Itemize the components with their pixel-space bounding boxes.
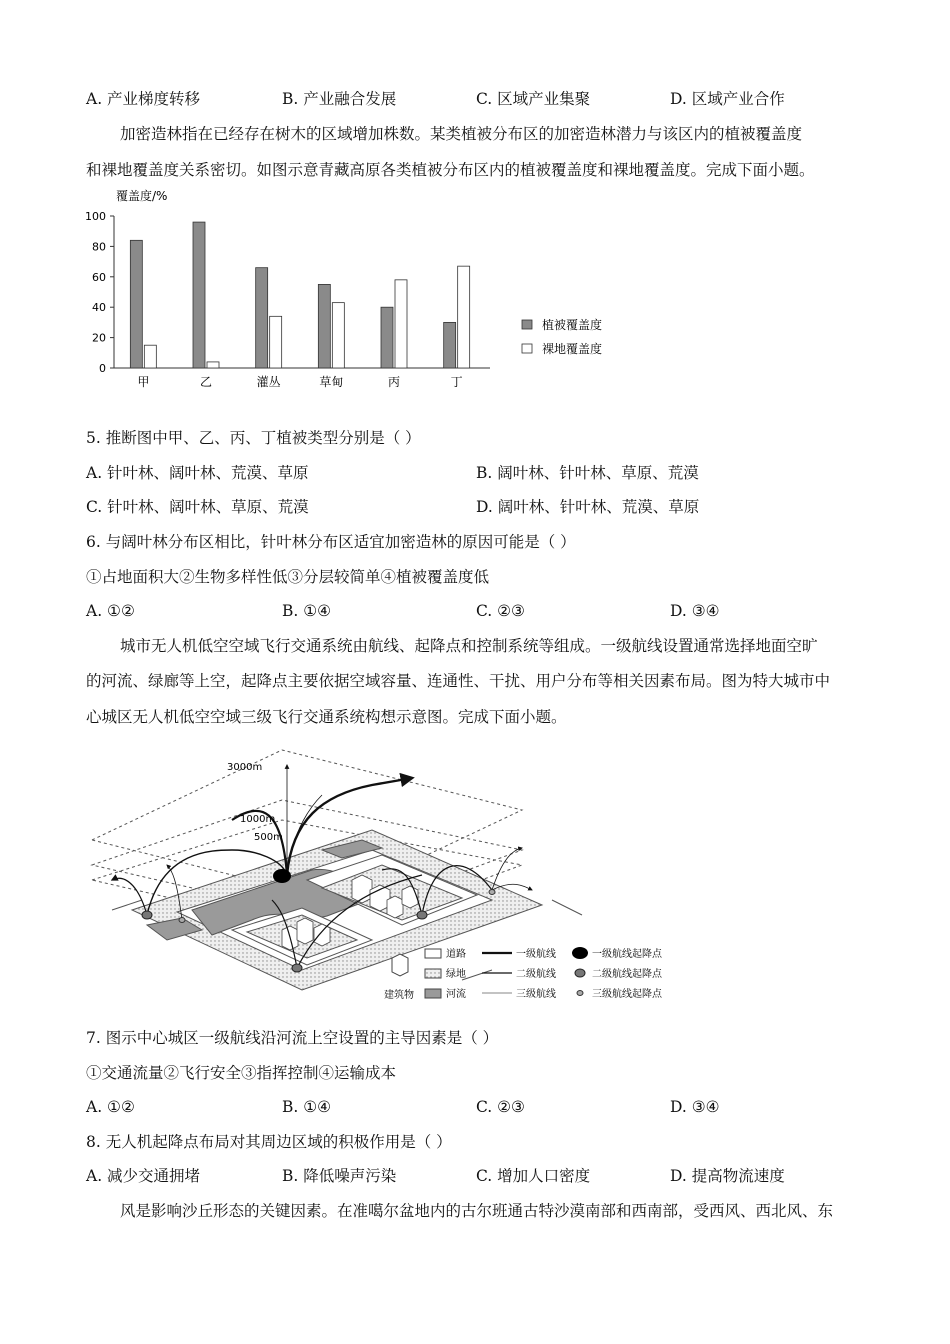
q7-option-c: C. ②③: [476, 1098, 525, 1116]
bar-bare-4: [395, 280, 407, 368]
passage1-line2: 和裸地覆盖度关系密切。如图示意青藏高原各类植被分布区内的植被覆盖度和裸地覆盖度。完成下面小题。: [86, 161, 815, 179]
bar-vegetation-5: [444, 322, 456, 368]
x-tick-label: 甲: [137, 375, 150, 389]
diagram-legend: [384, 947, 663, 1001]
q4-option-b: B. 产业融合发展: [282, 90, 397, 108]
drone-traffic-diagram: [82, 740, 682, 1010]
bar-bare-0: [144, 345, 156, 368]
legend-point-2: 二级航线起降点: [592, 969, 662, 980]
altitude-label-3000: 3000m: [227, 762, 263, 773]
legend-route-2: 二级航线: [516, 969, 556, 980]
q4-option-a: A. 产业梯度转移: [86, 90, 201, 108]
q6-stem: 6. 与阔叶林分布区相比，针叶林分布区适宜加密造林的原因可能是（ ）: [86, 533, 576, 551]
bar-bare-1: [207, 362, 219, 368]
legend-route-3: 三级航线: [516, 989, 556, 1000]
q7-option-d: D. ③④: [670, 1098, 720, 1116]
q8-option-a: A. 减少交通拥堵: [86, 1167, 201, 1185]
y-tick-label: 20: [92, 331, 106, 345]
y-tick-label: 0: [99, 362, 106, 375]
q6-option-b: B. ①④: [282, 602, 332, 620]
bar-vegetation-3: [318, 284, 330, 368]
legend-label: 植被覆盖度: [542, 318, 603, 332]
q8-stem: 8. 无人机起降点布局对其周边区域的积极作用是（ ）: [86, 1133, 452, 1151]
q8-option-b: B. 降低噪声污染: [282, 1167, 397, 1185]
q7-stem: 7. 图示中心城区一级航线沿河流上空设置的主导因素是（ ）: [86, 1029, 499, 1047]
bar-bare-5: [458, 266, 470, 368]
q7-option-a: A. ①②: [86, 1098, 135, 1116]
q7-items: ①交通流量②飞行安全③指挥控制④运输成本: [86, 1064, 397, 1082]
level3-landing-point: [489, 890, 495, 895]
x-tick-label: 乙: [199, 375, 213, 389]
bar-vegetation-1: [193, 222, 205, 368]
q6-option-d: D. ③④: [670, 602, 720, 620]
q6-option-a: A. ①②: [86, 602, 135, 620]
q8-option-d: D. 提高物流速度: [670, 1167, 785, 1185]
q4-option-d: D. 区域产业合作: [670, 90, 785, 108]
level1-landing-point: [273, 869, 291, 883]
level2-landing-point: [292, 964, 302, 972]
level2-landing-point: [142, 911, 152, 919]
y-tick-label: 80: [92, 240, 106, 254]
legend-route-1: 一级航线: [516, 949, 556, 960]
legend-label: 裸地覆盖度: [542, 342, 603, 356]
passage2-line1: 城市无人机低空空域飞行交通系统由航线、起降点和控制系统等组成。一级航线设置通常选择地面空旷: [120, 637, 818, 655]
legend-swatch: [522, 344, 532, 353]
passage2-line2: 的河流、绿廊等上空，起降点主要依据空域容量、连通性、干扰、用户分布等相关因素布局。图为特大城市中: [86, 672, 831, 690]
y-tick-label: 40: [92, 301, 106, 315]
y-tick-label: 100: [85, 210, 106, 223]
q8-option-c: C. 增加人口密度: [476, 1167, 591, 1185]
q5-stem: 5. 推断图中甲、乙、丙、丁植被类型分别是（ ）: [86, 429, 421, 447]
y-tick-label: 60: [92, 270, 106, 284]
legend-green: 绿地: [446, 969, 466, 980]
bar-vegetation-4: [381, 307, 393, 368]
legend-point-1: 一级航线起降点: [592, 949, 662, 960]
q6-option-c: C. ②③: [476, 602, 525, 620]
q5-option-d: D. 阔叶林、针叶林、荒漠、草原: [476, 498, 700, 516]
level3-landing-point: [179, 918, 185, 923]
x-tick-label: 灌丛: [256, 375, 281, 389]
q4-option-c: C. 区域产业集聚: [476, 90, 591, 108]
altitude-label-500: 500m: [254, 832, 283, 843]
q5-option-a: A. 针叶林、阔叶林、荒漠、草原: [86, 464, 309, 482]
passage1-line1: 加密造林指在已经存在树木的区域增加株数。某类植被分布区的加密造林潜力与该区内的植被覆盖度: [120, 125, 803, 143]
legend-swatch: [522, 320, 532, 329]
chart-ylabel: 覆盖度/%: [116, 189, 168, 203]
legend-building: 建筑物: [384, 990, 414, 1001]
q7-option-b: B. ①④: [282, 1098, 332, 1116]
q5-option-b: B. 阔叶林、针叶林、草原、荒漠: [476, 464, 699, 482]
q6-items: ①占地面积大②生物多样性低③分层较简单④植被覆盖度低: [86, 568, 490, 586]
passage3-line1: 风是影响沙丘形态的关键因素。在准噶尔盆地内的古尔班通古特沙漠南部和西南部，受西风、西北风、东: [120, 1202, 834, 1220]
coverage-bar-chart: [80, 186, 640, 396]
q5-option-c: C. 针叶林、阔叶林、草原、荒漠: [86, 498, 309, 516]
x-tick-label: 草甸: [319, 375, 344, 389]
altitude-label-1000: 1000m: [240, 814, 276, 825]
level2-landing-point: [417, 911, 427, 919]
x-tick-label: 丙: [387, 375, 401, 389]
legend-road: 道路: [446, 949, 466, 960]
bar-vegetation-0: [130, 240, 142, 368]
legend-point-3: 三级航线起降点: [592, 989, 662, 1000]
bar-bare-2: [270, 316, 282, 368]
passage2-line3: 心城区无人机低空空域三级飞行交通系统构想示意图。完成下面小题。: [86, 708, 567, 726]
legend-river: 河流: [446, 989, 466, 1000]
bar-bare-3: [332, 303, 344, 368]
x-tick-label: 丁: [450, 375, 463, 389]
bar-vegetation-2: [256, 268, 268, 368]
